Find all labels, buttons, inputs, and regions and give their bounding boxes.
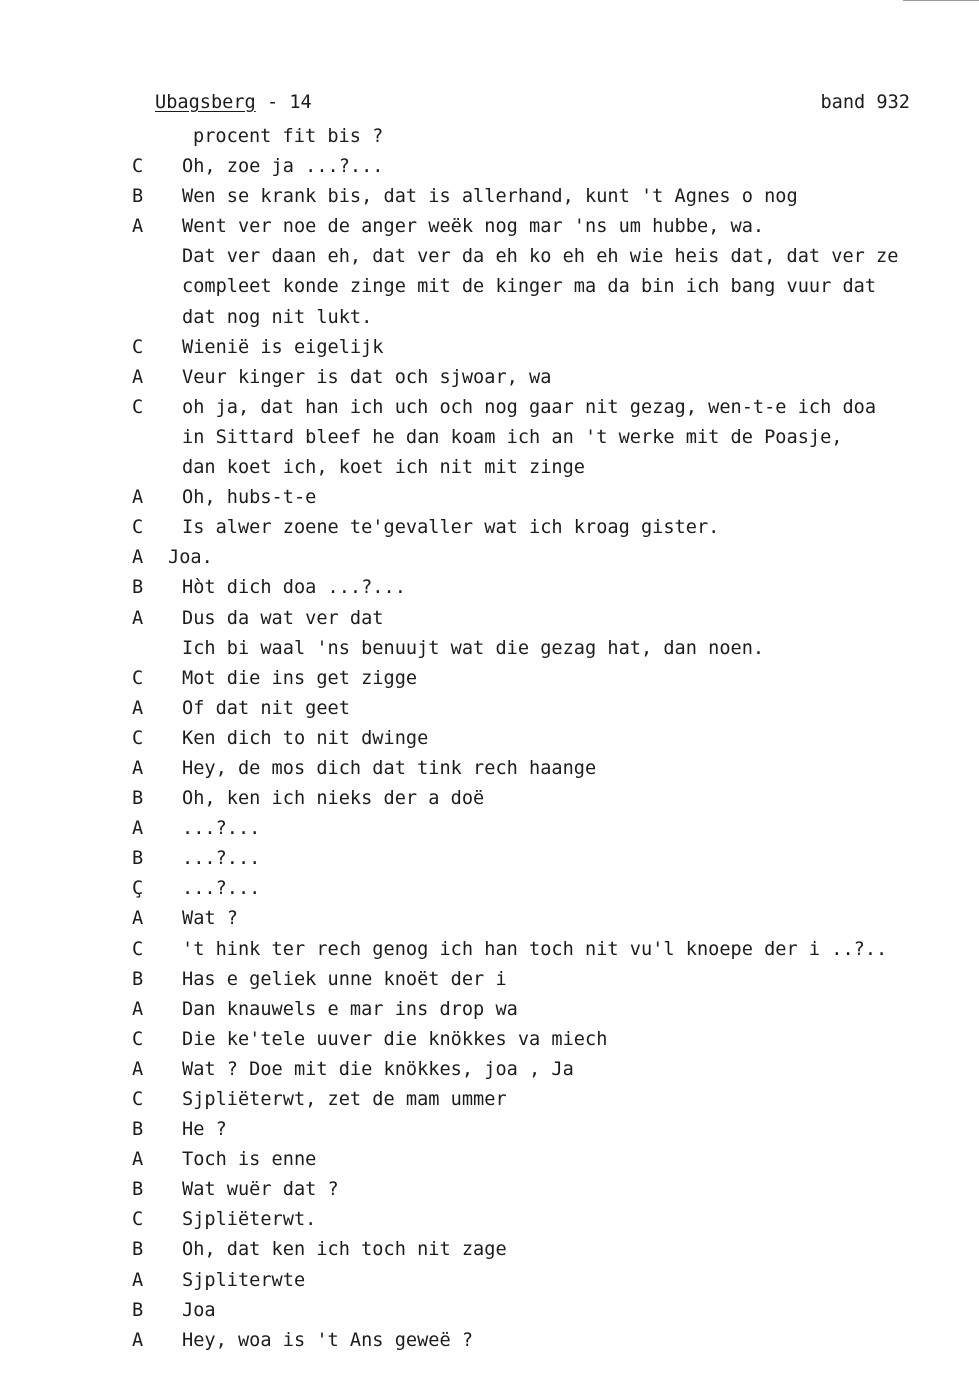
utterance-text: Has e geliek unne knoët der i — [182, 968, 507, 990]
speaker-label: B — [132, 186, 144, 208]
utterance-text: Wat ? Doe mit die knökkes, joa , Ja — [182, 1058, 574, 1080]
utterance-text: oh ja, dat han ich uch och nog gaar nit gezag, wen-t-e ich doa — [182, 396, 877, 418]
speaker-label: B — [132, 577, 144, 599]
utterance-text: Of dat nit geet — [182, 697, 350, 719]
transcript-line — [0, 965, 979, 995]
utterance-text: ...?... — [182, 878, 261, 900]
utterance-text: Sjpliterwte — [182, 1269, 306, 1291]
utterance-text: dan koet ich, koet ich nit mit zinge — [182, 457, 585, 479]
utterance-text: Hòt dich doa ...?... — [182, 577, 406, 599]
transcript-line — [0, 453, 979, 483]
transcript-line — [0, 1326, 979, 1356]
transcript-line — [0, 363, 979, 393]
speaker-label: A — [132, 908, 144, 930]
transcript-line — [0, 543, 979, 573]
speaker-label: B — [132, 1119, 144, 1141]
speaker-label: C — [132, 1089, 144, 1110]
speaker-label: B — [132, 788, 144, 810]
speaker-label: A — [132, 697, 144, 719]
utterance-text: Veur kinger is dat och sjwoar, wa — [182, 366, 552, 388]
speaker-label: A — [132, 818, 144, 840]
utterance-text: Oh, zoe ja ...?... — [182, 156, 384, 178]
speaker-label: B — [132, 1299, 144, 1321]
transcript-line — [0, 272, 979, 302]
top-right-rule — [903, 0, 979, 1]
page-number: - 14 — [266, 92, 312, 113]
utterance-text: in Sittard bleef he dan koam ich an 't werke mit de Poasje, — [182, 426, 843, 448]
page-title — [155, 92, 312, 113]
utterance-text: Oh, ken ich nieks der a doë — [182, 788, 485, 810]
transcript-line — [0, 935, 979, 965]
utterance-text: Ich bi waal 'ns benuujt wat die gezag hat, dan noen. — [182, 637, 765, 659]
speaker-label: A — [132, 487, 144, 509]
speaker-label: A — [132, 1269, 144, 1291]
utterance-text: Oh, dat ken ich toch nit zage — [182, 1239, 507, 1261]
transcript-line — [0, 1145, 979, 1175]
transcript-line — [0, 122, 979, 152]
speaker-label: Ç — [132, 878, 144, 900]
utterance-text: Is alwer zoene te'gevaller wat ich kroag gister. — [182, 517, 720, 539]
transcript-line — [0, 1205, 979, 1235]
utterance-text: procent fit bis ? — [193, 126, 384, 147]
transcript-line — [0, 724, 979, 754]
transcript-line — [0, 333, 979, 363]
speaker-label: A — [132, 1058, 144, 1080]
speaker-label: A — [132, 1149, 144, 1171]
utterance-text: Went ver noe de anger weëk nog mar 'ns um hubbe, wa. — [182, 216, 765, 238]
utterance-text: Die ke'tele uuver die knökkes va miech — [182, 1028, 608, 1050]
transcript-line — [0, 393, 979, 423]
speaker-label: A — [132, 547, 144, 569]
transcript-line — [0, 1025, 979, 1055]
utterance-text: He ? — [182, 1119, 227, 1141]
speaker-label: C — [132, 1209, 144, 1231]
transcript-line — [0, 513, 979, 543]
transcript-line — [0, 814, 979, 844]
speaker-label: C — [132, 938, 144, 960]
transcript-line — [0, 1085, 979, 1115]
utterance-text: compleet konde zinge mit de kinger ma da bin ich bang vuur dat — [182, 276, 877, 298]
transcript-line — [0, 664, 979, 694]
transcript-line — [0, 1055, 979, 1085]
band-number: band 932 — [820, 92, 910, 113]
transcript-line — [0, 874, 979, 904]
transcript-line — [0, 573, 979, 603]
transcript-line — [0, 694, 979, 724]
speaker-label: C — [132, 517, 144, 539]
transcript-line — [0, 1235, 979, 1265]
transcript-line — [0, 423, 979, 453]
speaker-label: B — [132, 968, 144, 990]
place-name: Ubagsberg — [155, 92, 256, 113]
utterance-text: ...?... — [182, 848, 261, 870]
utterance-text: Dan knauwels e mar ins drop wa — [182, 998, 518, 1020]
utterance-text: Wienië is eigelijk — [182, 336, 384, 358]
speaker-label: B — [132, 1239, 144, 1261]
speaker-label: C — [132, 667, 144, 689]
utterance-text: Sjpliëterwt. — [182, 1209, 317, 1231]
transcript-line — [0, 754, 979, 784]
utterance-text: Joa. — [168, 547, 213, 569]
utterance-text: Mot die ins get zigge — [182, 667, 418, 689]
page-header — [155, 92, 910, 122]
transcript-line — [0, 212, 979, 242]
speaker-label: A — [132, 366, 144, 388]
utterance-text: Wat ? — [182, 908, 238, 930]
transcript-line — [0, 182, 979, 212]
speaker-label: A — [132, 998, 144, 1020]
speaker-label: A — [132, 216, 144, 238]
speaker-label: C — [132, 1028, 144, 1050]
transcript-line — [0, 995, 979, 1025]
transcript-lines — [0, 122, 979, 1356]
utterance-text: Sjpliëterwt, zet de mam ummer — [182, 1089, 507, 1110]
utterance-text: Toch is enne — [182, 1149, 317, 1171]
transcript-line — [0, 784, 979, 814]
transcript-line — [0, 634, 979, 664]
speaker-label: A — [132, 1329, 144, 1351]
speaker-label: C — [132, 336, 144, 358]
transcript-line — [0, 152, 979, 182]
utterance-text: 't hink ter rech genog ich han toch nit vu'l knoepe der i ..?.. — [182, 938, 888, 960]
speaker-label: C — [132, 727, 144, 749]
utterance-text: Joa — [182, 1299, 216, 1321]
speaker-label: A — [132, 757, 144, 779]
utterance-text: Hey, woa is 't Ans geweë ? — [182, 1329, 474, 1351]
speaker-label: C — [132, 396, 144, 418]
transcript-line — [0, 242, 979, 272]
transcript-line — [0, 1175, 979, 1205]
utterance-text: Wen se krank bis, dat is allerhand, kunt 't Agnes o nog — [182, 186, 798, 208]
transcript-line — [0, 604, 979, 634]
utterance-text: Hey, de mos dich dat tink rech haange — [182, 757, 597, 779]
utterance-text: ...?... — [182, 818, 261, 840]
speaker-label: B — [132, 848, 144, 870]
speaker-label: A — [132, 607, 144, 629]
utterance-text: Dat ver daan eh, dat ver da eh ko eh eh wie heis dat, dat ver ze — [182, 246, 899, 268]
transcript-line — [0, 483, 979, 513]
utterance-text: Dus da wat ver dat — [182, 607, 384, 629]
speaker-label: B — [132, 1179, 144, 1201]
utterance-text: Ken dich to nit dwinge — [182, 727, 429, 749]
transcript-line — [0, 303, 979, 333]
speaker-label: C — [132, 156, 144, 178]
transcript-line — [0, 844, 979, 874]
utterance-text: Oh, hubs-t-e — [182, 487, 317, 509]
transcript-line — [0, 1266, 979, 1296]
transcript-line — [0, 1296, 979, 1326]
utterance-text: dat nog nit lukt. — [182, 306, 373, 328]
transcript-line — [0, 904, 979, 934]
transcript-line — [0, 1115, 979, 1145]
utterance-text: Wat wuër dat ? — [182, 1179, 339, 1201]
